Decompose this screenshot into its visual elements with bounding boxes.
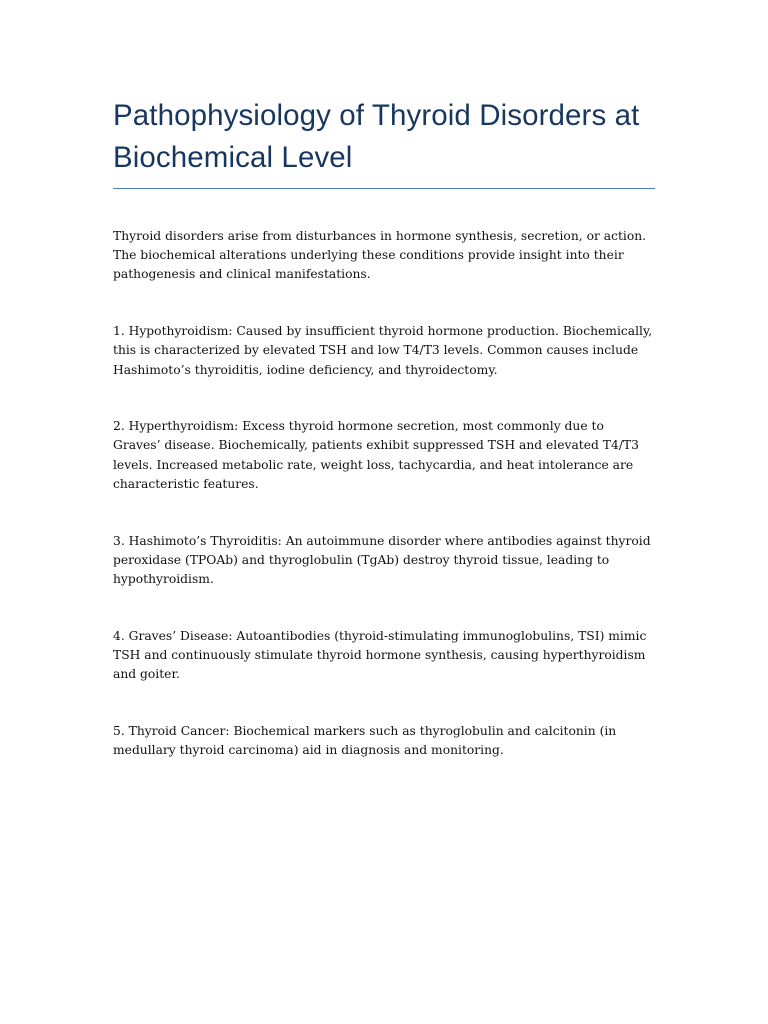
section-hyperthyroidism: 2. Hyperthyroidism: Excess thyroid hormone secretion, most commonly due to Graves’ disease. Biochemically, patients exhibit suppressed TSH and elevated T4/T3 levels. Increased metabolic rate, weight loss, tachycardia, and heat intolerance are characteristic features.: [113, 419, 639, 491]
section-thyroid-cancer: 5. Thyroid Cancer: Biochemical markers such as thyroglobulin and calcitonin (in medullary thyroid carcinoma) aid in diagnosis and monitoring.: [113, 723, 617, 757]
section-hypothyroidism: 1. Hypothyroidism: Caused by insufficient thyroid hormone production. Biochemically, this is characterized by elevated TSH and low T4/T3 levels. Common causes include Hashimoto’s thyroiditis, iodine deficiency, and thyroidectomy.: [113, 324, 653, 377]
document-title: Pathophysiology of Thyroid Disorders at Biochemical Level: [113, 99, 640, 174]
section-graves-disease: 4. Graves’ Disease: Autoantibodies (thyroid-stimulating immunoglobulins, TSI) mimic TSH and continuously stimulate thyroid hormone synthesis, causing hyperthyroidism and goiter.: [113, 628, 647, 682]
title-underline: [113, 188, 655, 189]
intro-paragraph: Thyroid disorders arise from disturbances in hormone synthesis, secretion, or action. The biochemical alterations underlying these conditions provide insight into their pathogenesis and clinical manifestations.: [113, 229, 647, 282]
section-hashimotos-thyroiditis: 3. Hashimoto’s Thyroiditis: An autoimmune disorder where antibodies against thyroid peroxidase (TPOAb) and thyroglobulin (TgAb) destroy thyroid tissue, leading to hypothyroidism.: [113, 533, 651, 586]
